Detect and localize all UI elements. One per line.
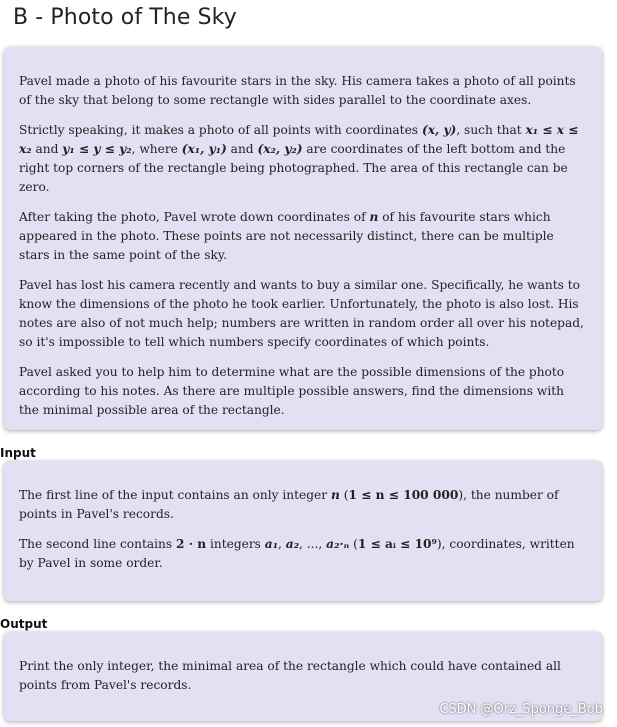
- math-expression: n: [330, 488, 340, 502]
- math-expression: (x₂, y₂): [257, 142, 303, 156]
- watermark: CSDN @Orz_Sponge_Bob: [439, 702, 603, 717]
- math-expression: 2 · n: [176, 537, 207, 551]
- statement-paragraph-4: Pavel has lost his camera recently and wants to buy a similar one. Specifically, he wants to know the dimensions of the photo he took earlier. Unfortunately, the photo is also lost. His notes are also of not much help; numbers are written in random order all over his notepad, so it's impossible to tell which numbers specify coordinates of which points.: [19, 278, 584, 349]
- math-expression: n: [369, 210, 379, 224]
- statement-paragraph-2: Strictly speaking, it makes a photo of all points with coordinates (x, y), such that x₁ ≤ x ≤ x₂ and y₁ ≤ y ≤ y₂, where (x₁, y₁) and (x₂, y₂) are coordinates of the left bottom and the right top corners of the rectangle being photographed. The area of this rectangle can be zero.: [19, 123, 579, 194]
- output-paragraph-1: Print the only integer, the minimal area of the rectangle which could have contained all points from Pavel's records.: [19, 659, 561, 692]
- math-expression: y₁ ≤ y ≤ y₂: [62, 142, 132, 156]
- statement-card: [4, 47, 602, 430]
- page-title: B - Photo of The Sky: [13, 5, 237, 30]
- output-heading: Output: [0, 617, 48, 631]
- math-expression: 1 ≤ aᵢ ≤ 10⁹: [357, 537, 437, 551]
- math-expression: (x₁, y₁): [181, 142, 227, 156]
- math-expression: x₁ ≤ x ≤ x₂: [19, 123, 579, 156]
- math-expression: (x, y): [421, 123, 457, 137]
- input-paragraph-1: The first line of the input contains an only integer n (1 ≤ n ≤ 100 000), the number of points in Pavel's records.: [19, 488, 559, 521]
- math-expression: a₂: [285, 537, 300, 551]
- input-heading: Input: [0, 446, 36, 460]
- statement-paragraph-1: Pavel made a photo of his favourite stars in the sky. His camera takes a photo of all points of the sky that belong to some rectangle with sides parallel to the coordinate axes.: [19, 74, 576, 107]
- statement-paragraph-3: After taking the photo, Pavel wrote down coordinates of n of his favourite stars which appeared in the photo. These points are not necessarily distinct, there can be multiple stars in the same point of the sky.: [19, 210, 554, 262]
- input-paragraph-2: The second line contains 2 · n integers a₁, a₂, ..., a₂·ₙ (1 ≤ aᵢ ≤ 10⁹), coordinates, written by Pavel in some order.: [19, 537, 575, 570]
- math-expression: a₂·ₙ: [326, 537, 350, 551]
- statement-paragraph-5: Pavel asked you to help him to determine what are the possible dimensions of the photo according to his notes. As there are multiple possible answers, find the dimensions with the minimal possible area of the rectangle.: [19, 365, 565, 417]
- math-expression: 1 ≤ n ≤ 100 000: [348, 488, 459, 502]
- math-expression: a₁: [264, 537, 279, 551]
- input-card: [4, 461, 602, 601]
